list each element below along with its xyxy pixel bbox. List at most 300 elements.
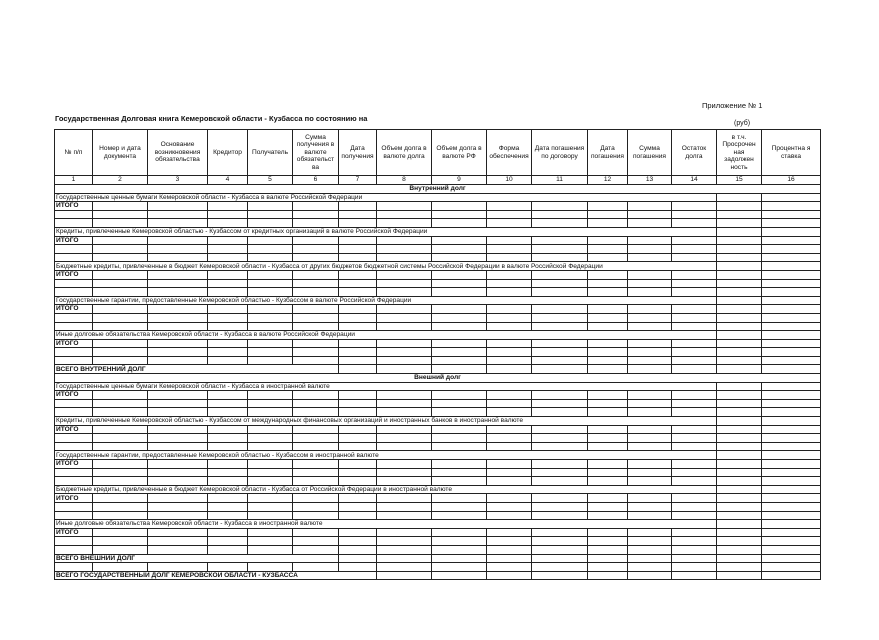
table-cell (293, 511, 339, 520)
table-cell (762, 545, 821, 554)
table-cell (532, 468, 588, 477)
table-cell (339, 528, 377, 537)
table-cell (377, 537, 432, 546)
blank-row (55, 511, 821, 520)
table-cell (293, 399, 339, 408)
table-cell (248, 442, 293, 451)
table-cell (339, 477, 377, 486)
column-header: Основание возникновения обязательства (148, 130, 208, 176)
blank-row (55, 288, 821, 297)
table-cell (208, 399, 248, 408)
table-cell (532, 563, 588, 572)
table-cell (588, 365, 628, 374)
column-number: 16 (762, 176, 821, 185)
table-cell (762, 434, 821, 443)
table-cell (672, 563, 717, 572)
table-cell (93, 502, 148, 511)
column-header: Остаток долга (672, 130, 717, 176)
table-cell (148, 502, 208, 511)
table-cell (148, 528, 208, 537)
table-cell (588, 322, 628, 331)
table-cell (293, 210, 339, 219)
table-cell (672, 219, 717, 228)
table-cell (208, 537, 248, 546)
table-cell (762, 460, 821, 469)
table-cell (248, 494, 293, 503)
column-header: Дата погашения по договору (532, 130, 588, 176)
table-cell (628, 339, 672, 348)
table-cell (293, 339, 339, 348)
table-cell (339, 322, 377, 331)
table-cell (717, 296, 762, 305)
table-cell (293, 468, 339, 477)
table-cell (717, 477, 762, 486)
table-cell (93, 434, 148, 443)
table-cell (208, 391, 248, 400)
table-cell (248, 253, 293, 262)
table-cell (487, 236, 532, 245)
total-row (55, 425, 821, 434)
total-row-label: ИТОГО (55, 202, 93, 211)
table-cell (762, 571, 821, 580)
total-row (55, 202, 821, 211)
category-row-label: Иные долговые обязательства Кемеровской области - Кузбасса в иностранной валюте (55, 520, 717, 529)
category-row-label: Бюджетные кредиты, привлеченные в бюджет Кемеровской области - Кузбасса от других бюджетов бюджетной системы Российской Федерации в валюте Российской Федерации (55, 262, 717, 271)
table-cell (762, 417, 821, 426)
table-cell (432, 563, 487, 572)
table-cell (432, 313, 487, 322)
table-cell (717, 399, 762, 408)
table-cell (248, 537, 293, 546)
table-cell (762, 391, 821, 400)
table-cell (432, 434, 487, 443)
table-cell (93, 408, 148, 417)
section-title-label: Внутренний долг (55, 185, 821, 194)
category-row-label: Кредиты, привлеченные Кемеровской областью - Кузбассом от кредитных организаций в валюте Российской Федерации (55, 227, 717, 236)
table-cell (532, 356, 588, 365)
table-cell (672, 494, 717, 503)
column-number: 9 (432, 176, 487, 185)
table-cell (148, 288, 208, 297)
table-cell (588, 563, 628, 572)
total-row-label: ИТОГО (55, 236, 93, 245)
table-cell (293, 245, 339, 254)
table-cell (208, 460, 248, 469)
table-cell (148, 270, 208, 279)
table-cell (377, 460, 432, 469)
table-cell (208, 563, 248, 572)
table-cell (148, 460, 208, 469)
table-cell (588, 528, 628, 537)
table-cell (377, 279, 432, 288)
table-cell (762, 537, 821, 546)
table-cell (628, 270, 672, 279)
table-cell (377, 442, 432, 451)
table-cell (672, 408, 717, 417)
total-row-label: ИТОГО (55, 339, 93, 348)
blank-row (55, 356, 821, 365)
table-cell (717, 391, 762, 400)
table-cell (432, 502, 487, 511)
table-cell (55, 511, 93, 520)
table-cell (432, 391, 487, 400)
table-cell (717, 348, 762, 357)
table-cell (248, 528, 293, 537)
table-cell (148, 408, 208, 417)
table-cell (339, 339, 377, 348)
grand-total-foreign (55, 554, 821, 563)
table-cell (628, 253, 672, 262)
table-cell (93, 356, 148, 365)
table-cell (339, 356, 377, 365)
category-row-label: Бюджетные кредиты, привлеченные в бюджет Кемеровской области - Кузбасса от Российской Федерации в иностранной валюте (55, 485, 717, 494)
table-cell (248, 245, 293, 254)
table-cell (762, 270, 821, 279)
table-cell (487, 391, 532, 400)
table-cell (148, 305, 208, 314)
table-cell (588, 210, 628, 219)
table-cell (248, 425, 293, 434)
section-title (55, 185, 821, 194)
table-cell (717, 382, 762, 391)
table-cell (208, 288, 248, 297)
table-cell (717, 365, 762, 374)
table-cell (148, 356, 208, 365)
table-cell (762, 399, 821, 408)
table-cell (487, 365, 532, 374)
table-cell (148, 434, 208, 443)
table-cell (293, 305, 339, 314)
table-cell (487, 502, 532, 511)
blank-row (55, 348, 821, 357)
table-cell (672, 322, 717, 331)
table-cell (339, 442, 377, 451)
column-header: Дата получения (339, 130, 377, 176)
category-row (55, 331, 821, 340)
table-cell (487, 253, 532, 262)
table-cell (55, 537, 93, 546)
total-row-label: ИТОГО (55, 528, 93, 537)
table-cell (339, 554, 377, 563)
table-cell (432, 365, 487, 374)
table-cell (672, 528, 717, 537)
table-cell (532, 339, 588, 348)
table-cell (672, 434, 717, 443)
table-cell (248, 339, 293, 348)
table-cell (248, 202, 293, 211)
total-row-label: ИТОГО (55, 460, 93, 469)
table-cell (208, 502, 248, 511)
table-cell (628, 408, 672, 417)
table-cell (293, 270, 339, 279)
table-cell (588, 571, 628, 580)
table-cell (93, 219, 148, 228)
table-cell (532, 210, 588, 219)
table-cell (55, 356, 93, 365)
table-cell (717, 571, 762, 580)
table-cell (672, 356, 717, 365)
table-cell (762, 485, 821, 494)
table-cell (432, 528, 487, 537)
table-cell (628, 434, 672, 443)
table-cell (432, 554, 487, 563)
table-cell (148, 494, 208, 503)
table-cell (532, 545, 588, 554)
table-cell (532, 399, 588, 408)
column-header: № п/п (55, 130, 93, 176)
table-cell (432, 356, 487, 365)
table-cell (628, 537, 672, 546)
table-cell (248, 468, 293, 477)
table-cell (293, 408, 339, 417)
blank-row (55, 477, 821, 486)
table-cell (208, 511, 248, 520)
table-cell (588, 460, 628, 469)
table-cell (588, 348, 628, 357)
column-header: в т.ч. Просрочен ная задолжен ность (717, 130, 762, 176)
table-cell (628, 528, 672, 537)
table-cell (248, 288, 293, 297)
category-row (55, 262, 821, 271)
table-cell (377, 339, 432, 348)
table-cell (762, 253, 821, 262)
table-cell (148, 210, 208, 219)
table-cell (148, 442, 208, 451)
column-header-row (55, 130, 821, 176)
blank-row (55, 545, 821, 554)
table-cell (339, 434, 377, 443)
table-cell (628, 322, 672, 331)
table-cell (588, 468, 628, 477)
table-cell (208, 477, 248, 486)
column-number: 6 (293, 176, 339, 185)
column-number: 8 (377, 176, 432, 185)
table-cell (717, 219, 762, 228)
table-cell (762, 313, 821, 322)
table-cell (148, 313, 208, 322)
table-cell (432, 399, 487, 408)
table-cell (339, 219, 377, 228)
table-cell (717, 253, 762, 262)
table-cell (432, 210, 487, 219)
table-cell (762, 210, 821, 219)
table-cell (339, 511, 377, 520)
table-cell (487, 571, 532, 580)
table-cell (487, 460, 532, 469)
table-cell (339, 494, 377, 503)
table-cell (248, 502, 293, 511)
table-cell (208, 305, 248, 314)
table-cell (55, 545, 93, 554)
category-row-label: Государственные ценные бумаги Кемеровской области - Кузбасса в иностранной валюте (55, 382, 717, 391)
table-cell (762, 528, 821, 537)
table-cell (672, 545, 717, 554)
column-header: Объем долга в валюте РФ (432, 130, 487, 176)
table-cell (588, 442, 628, 451)
table-cell (248, 313, 293, 322)
table-cell (55, 434, 93, 443)
table-cell (148, 468, 208, 477)
table-cell (717, 236, 762, 245)
table-cell (208, 468, 248, 477)
column-number-row (55, 176, 821, 185)
table-cell (432, 270, 487, 279)
debt-book-table (54, 129, 821, 580)
table-cell (762, 477, 821, 486)
category-row-label: Кредиты, привлеченные Кемеровской областью - Кузбассом от международных финансовых организаций и иностранных банков в иностранной валюте (55, 417, 717, 426)
table-cell (532, 365, 588, 374)
table-cell (377, 399, 432, 408)
table-cell (432, 305, 487, 314)
table-cell (293, 202, 339, 211)
table-cell (248, 236, 293, 245)
table-cell (148, 245, 208, 254)
table-cell (248, 322, 293, 331)
table-cell (487, 348, 532, 357)
table-cell (532, 477, 588, 486)
table-cell (672, 511, 717, 520)
table-cell (148, 537, 208, 546)
table-cell (377, 219, 432, 228)
table-cell (717, 485, 762, 494)
table-cell (717, 494, 762, 503)
table-cell (148, 202, 208, 211)
table-cell (432, 408, 487, 417)
table-cell (762, 451, 821, 460)
table-cell (487, 202, 532, 211)
table-cell (339, 210, 377, 219)
column-number: 10 (487, 176, 532, 185)
table-cell (377, 305, 432, 314)
table-cell (532, 348, 588, 357)
table-cell (93, 288, 148, 297)
table-cell (762, 502, 821, 511)
table-cell (293, 313, 339, 322)
table-cell (762, 331, 821, 340)
table-cell (148, 348, 208, 357)
table-cell (339, 245, 377, 254)
table-cell (672, 279, 717, 288)
table-cell (672, 537, 717, 546)
table-cell (628, 313, 672, 322)
table-cell (717, 313, 762, 322)
table-cell (588, 202, 628, 211)
table-cell (762, 511, 821, 520)
table-cell (672, 245, 717, 254)
table-cell (93, 348, 148, 357)
column-number: 7 (339, 176, 377, 185)
table-cell (293, 537, 339, 546)
table-cell (717, 528, 762, 537)
table-cell (377, 502, 432, 511)
total-row (55, 270, 821, 279)
table-cell (208, 236, 248, 245)
table-cell (532, 270, 588, 279)
table-cell (487, 322, 532, 331)
table-cell (377, 202, 432, 211)
table-cell (377, 468, 432, 477)
table-cell (432, 545, 487, 554)
table-cell (93, 477, 148, 486)
table-cell (432, 288, 487, 297)
table-cell (588, 434, 628, 443)
table-cell (377, 322, 432, 331)
table-cell (532, 434, 588, 443)
table-cell (293, 545, 339, 554)
table-cell (55, 468, 93, 477)
table-cell (208, 245, 248, 254)
blank-row (55, 434, 821, 443)
document-title: Государственная Долговая книга Кемеровской области - Кузбасса по состоянию на (55, 114, 368, 123)
table-cell (717, 305, 762, 314)
table-cell (148, 322, 208, 331)
table-cell (93, 537, 148, 546)
table-cell (672, 554, 717, 563)
section-title-label: Внешний долг (55, 374, 821, 383)
total-row (55, 305, 821, 314)
total-row-label: ИТОГО (55, 425, 93, 434)
table-cell (487, 537, 532, 546)
table-cell (208, 313, 248, 322)
column-header: Сумма получения в валюте обязательст ва (293, 130, 339, 176)
table-cell (55, 563, 93, 572)
table-cell (717, 434, 762, 443)
table-cell (762, 227, 821, 236)
table-cell (93, 511, 148, 520)
table-cell (93, 202, 148, 211)
table-cell (432, 468, 487, 477)
table-cell (532, 279, 588, 288)
table-cell (248, 391, 293, 400)
table-cell (377, 270, 432, 279)
table-cell (148, 391, 208, 400)
table-cell (532, 571, 588, 580)
table-cell (717, 417, 762, 426)
blank-row (55, 210, 821, 219)
column-header: Форма обеспечения (487, 130, 532, 176)
column-header: Сумма погашения (628, 130, 672, 176)
table-cell (532, 288, 588, 297)
table-cell (717, 563, 762, 572)
table-cell (208, 348, 248, 357)
category-row (55, 296, 821, 305)
table-cell (208, 356, 248, 365)
table-cell (248, 399, 293, 408)
table-cell (762, 245, 821, 254)
table-cell (532, 442, 588, 451)
table-cell (672, 460, 717, 469)
category-row-label: Государственные гарантии, предоставленные Кемеровской областью - Кузбассом в иностранной валюте (55, 451, 717, 460)
table-cell (55, 253, 93, 262)
table-cell (432, 511, 487, 520)
table-cell (762, 365, 821, 374)
table-cell (293, 279, 339, 288)
table-cell (628, 468, 672, 477)
table-cell (762, 494, 821, 503)
table-cell (672, 348, 717, 357)
table-cell (762, 442, 821, 451)
table-cell (588, 236, 628, 245)
table-cell (672, 210, 717, 219)
table-cell (487, 305, 532, 314)
table-cell (588, 537, 628, 546)
table-cell (487, 442, 532, 451)
table-cell (377, 477, 432, 486)
table-cell (532, 537, 588, 546)
table-cell (93, 399, 148, 408)
table-cell (148, 219, 208, 228)
table-cell (487, 563, 532, 572)
